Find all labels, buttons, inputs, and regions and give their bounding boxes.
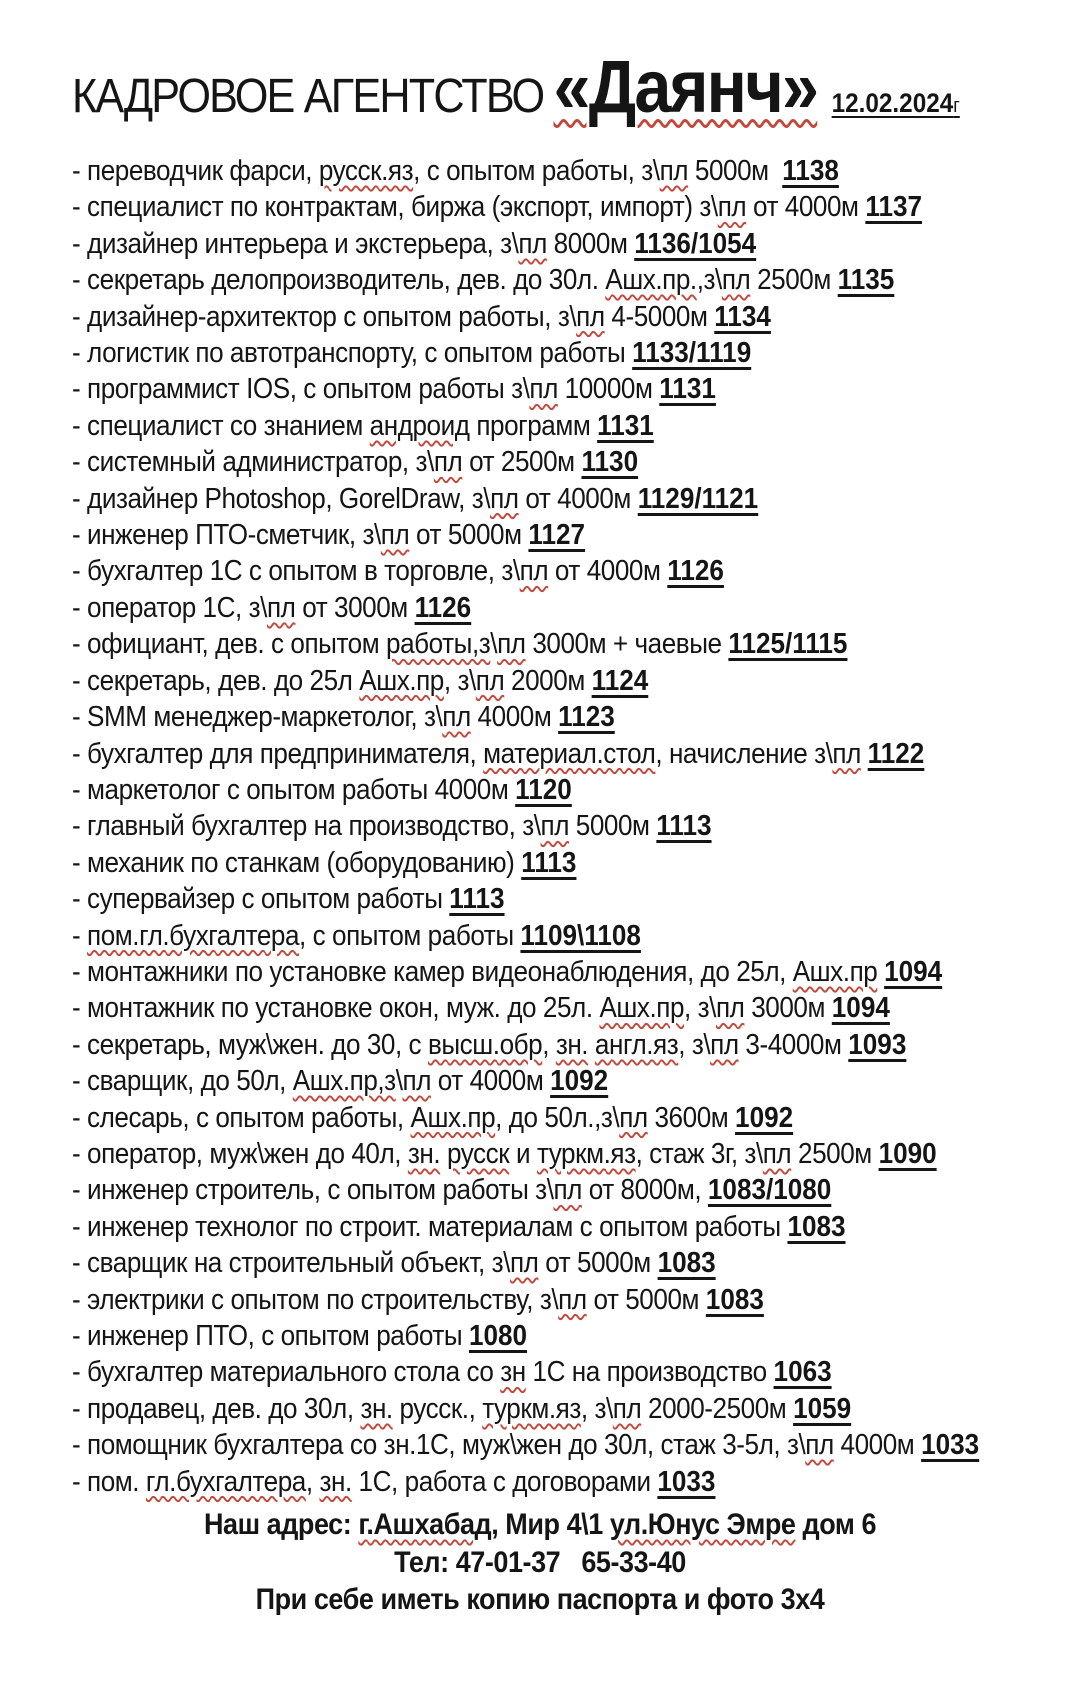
page-title xyxy=(0,0,1080,129)
job-text: - дизайнер интерьера и экстерьера, з\ xyxy=(72,227,519,260)
misspelled-text: пл xyxy=(576,300,605,333)
job-text: 2000-2500м xyxy=(641,1392,794,1425)
job-text: - инженер строитель, с опытом работы з\ xyxy=(72,1174,554,1207)
job-text: 3600м xyxy=(647,1101,736,1134)
job-line xyxy=(72,1172,1080,1208)
job-text: - xyxy=(72,919,88,952)
job-line xyxy=(72,444,1080,480)
job-text: \ xyxy=(490,628,498,661)
job-text: , до 50л.,з\ xyxy=(495,1101,620,1134)
job-text: , начисление з\ xyxy=(655,737,833,770)
date-value: 12.02.2024 xyxy=(831,88,954,118)
misspelled-text: Ашх.пр,з xyxy=(292,1065,396,1098)
misspelled-text: зн. xyxy=(555,1028,589,1061)
job-text: - инженер ПТО, с опытом работы xyxy=(72,1320,469,1352)
job-line xyxy=(72,1318,1080,1354)
job-code: 1083 xyxy=(787,1210,846,1243)
misspelled-text: работы,з xyxy=(386,628,491,661)
misspelled-text: высш.обр xyxy=(427,1028,543,1061)
job-line xyxy=(72,299,1080,335)
job-line xyxy=(72,918,1080,954)
date-suffix: г xyxy=(953,95,960,117)
address-text: дом 6 xyxy=(795,1508,877,1542)
misspelled-text: зн. xyxy=(360,1392,393,1425)
job-text: \ xyxy=(395,1065,403,1098)
job-text: - переводчик фарси, xyxy=(72,155,319,187)
misspelled-text: ул.Юнус Эмре xyxy=(609,1508,796,1542)
job-line xyxy=(72,371,1080,407)
misspelled-text: пл xyxy=(553,1174,582,1207)
job-code: 1122 xyxy=(867,737,925,770)
job-text: - сварщик, до 50л, xyxy=(72,1065,293,1098)
job-line xyxy=(72,1282,1080,1318)
misspelled-text: пл xyxy=(540,810,569,843)
job-text: - специалист по контрактам, биржа (экспорт, импорт) з\ xyxy=(72,191,718,224)
misspelled-text: пл xyxy=(518,227,547,260)
job-text: - программист IOS, с опытом работы з\ xyxy=(72,373,530,406)
misspelled-text: Ашх.пр xyxy=(792,955,878,988)
misspelled-text: пл xyxy=(433,446,463,479)
job-line xyxy=(72,226,1080,262)
job-code: 1126 xyxy=(414,591,472,624)
misspelled-text: пл xyxy=(519,555,549,588)
misspelled-text: пом.гл.бухгалтера xyxy=(87,919,300,952)
job-line xyxy=(72,1427,1080,1463)
misspelled-text: пл xyxy=(490,482,519,515)
misspelled-text: пл xyxy=(659,155,689,187)
job-text: 3000м xyxy=(744,992,832,1025)
job-line xyxy=(72,736,1080,772)
document-date xyxy=(832,88,960,118)
job-line xyxy=(72,408,1080,444)
misspelled-text: пл xyxy=(721,264,751,297)
job-code: 1131 xyxy=(659,373,716,406)
job-text: от 5000м xyxy=(586,1283,706,1316)
job-line xyxy=(72,481,1080,517)
job-code: 1092 xyxy=(550,1065,609,1098)
job-line xyxy=(72,1100,1080,1136)
job-code: 1109\1108 xyxy=(520,919,641,952)
job-text: от 4000м xyxy=(548,555,668,588)
job-text: 4000м xyxy=(470,701,559,734)
job-text: - секретарь, муж\жен. до 30, с xyxy=(72,1028,428,1061)
job-code: 1094 xyxy=(884,955,943,988)
job-text: 10000м xyxy=(557,373,660,406)
agency-title: КАДРОВОЕ АГЕНТСТВО xyxy=(72,70,554,123)
job-text: , xyxy=(542,1028,556,1061)
job-text: - монтажники по установке камер видеонаблюдения, до 25л, xyxy=(72,955,793,988)
misspelled-text: пл xyxy=(710,1028,739,1061)
footer xyxy=(0,1506,1080,1619)
job-line xyxy=(72,590,1080,626)
footer-phone: Тел: 47-01-37 65-33-40 xyxy=(394,1545,686,1579)
footer-address xyxy=(0,1506,1080,1544)
misspelled-text: пл xyxy=(266,591,296,624)
job-text: - механик по станкам (оборудованию) xyxy=(72,846,522,879)
misspelled-text: пл xyxy=(805,1429,834,1462)
job-code: 1083 xyxy=(657,1247,716,1280)
misspelled-text: пл xyxy=(715,992,745,1025)
job-line xyxy=(72,845,1080,881)
job-text: - оператор, муж\жен до 40л, xyxy=(72,1137,408,1170)
footer-note: При себе иметь копию паспорта и фото 3х4 xyxy=(255,1583,825,1617)
job-line xyxy=(72,808,1080,844)
job-text: - SMM менеджер-маркетолог, з\ xyxy=(72,701,443,734)
job-text: , з\ xyxy=(684,992,716,1025)
job-line xyxy=(72,1063,1080,1099)
job-text: 2500м xyxy=(750,264,838,297)
job-text: - инженер ПТО-сметчик, з\ xyxy=(72,519,381,552)
job-text: - дизайнер-архитектор с опытом работы, з\ xyxy=(72,300,577,333)
misspelled-text: англ.яз xyxy=(594,1028,679,1061)
misspelled-text: г.Ашхабад xyxy=(358,1508,492,1542)
misspelled-text: пл xyxy=(619,1101,648,1134)
job-text: - продавец, дев. до 30л, xyxy=(72,1392,361,1425)
job-text: - официант, дев. с опытом xyxy=(72,628,387,661)
job-line xyxy=(72,1464,1080,1500)
job-code: 1094 xyxy=(831,992,890,1025)
job-line xyxy=(72,1027,1080,1063)
job-text: - бухгалтер материального стола со xyxy=(72,1356,501,1389)
job-text: 3000м + чаевые xyxy=(525,628,729,661)
job-text: - сварщик на строительный объект, з\ xyxy=(72,1247,510,1280)
agency-name: «Даянч» xyxy=(553,45,818,128)
job-code: 1033 xyxy=(657,1465,716,1498)
job-code: 1033 xyxy=(921,1429,980,1462)
job-text: программ xyxy=(469,409,598,442)
job-text: от 8000м, xyxy=(581,1174,708,1207)
misspelled-text: пл xyxy=(717,191,747,224)
job-code: 1093 xyxy=(848,1028,907,1061)
job-text: 3-4000м xyxy=(738,1028,849,1061)
job-text: 4-5000м xyxy=(604,300,715,333)
job-text: - помощник бухгалтера со зн.1С, муж\жен до 30л, стаж 3-5л, з\ xyxy=(72,1429,806,1462)
job-line xyxy=(72,1209,1080,1245)
job-line xyxy=(72,1354,1080,1390)
address-text: Наш адрес: xyxy=(203,1508,359,1542)
job-code: 1113 xyxy=(449,883,505,916)
job-text: русск., xyxy=(392,1392,483,1425)
job-line xyxy=(72,1136,1080,1172)
job-line xyxy=(72,335,1080,371)
job-text: - маркетолог с опытом работы 4000м xyxy=(72,773,516,806)
job-text: 2000м xyxy=(504,664,592,697)
job-text: ,з\ xyxy=(696,264,722,297)
job-text: , с опытом работы, з\ xyxy=(413,155,660,187)
misspelled-text: зн. xyxy=(319,1465,352,1498)
job-text: от 5000м xyxy=(409,519,529,552)
job-text: , xyxy=(305,1465,320,1498)
job-text: - специалист со знанием xyxy=(72,409,370,442)
job-line xyxy=(72,517,1080,553)
misspelled-text: материал.стол xyxy=(483,737,656,770)
job-text: 1С на производство xyxy=(525,1356,774,1389)
misspelled-text: пл xyxy=(380,519,410,552)
job-code: 1113 xyxy=(521,846,577,879)
job-text: - логистик по автотранспорту, с опытом работы xyxy=(72,337,633,370)
job-code: 1090 xyxy=(878,1137,937,1170)
job-text: 1С, работа с договорами xyxy=(351,1465,658,1498)
job-text: от 5000м xyxy=(538,1247,658,1280)
misspelled-text: русск.яз xyxy=(318,155,414,187)
job-text: - секретарь, дев. до 25л xyxy=(72,664,360,697)
job-text: - дизайнер Photoshop, GorelDraw, з\ xyxy=(72,482,491,515)
job-text: 2500м xyxy=(791,1137,879,1170)
job-list xyxy=(0,153,1080,1500)
misspelled-text: туркм.яз xyxy=(482,1392,581,1425)
job-line xyxy=(72,1391,1080,1427)
misspelled-text: пл xyxy=(612,1392,642,1425)
job-text: 8000м xyxy=(546,227,635,260)
job-line xyxy=(72,262,1080,298)
job-text: - супервайзер с опытом работы xyxy=(72,883,450,916)
job-line xyxy=(72,663,1080,699)
job-line xyxy=(72,153,1080,189)
misspelled-text: пл xyxy=(497,628,526,661)
misspelled-text: Ашх.пр. xyxy=(605,264,697,297)
job-code: 1124 xyxy=(591,664,649,697)
job-line xyxy=(72,626,1080,662)
job-text: - монтажник по установке окон, муж. до 25л. xyxy=(72,992,600,1025)
job-text: , з\ xyxy=(678,1028,711,1061)
job-text: , з\ xyxy=(580,1392,613,1425)
job-text: - электрики с опытом по строительству, з\ xyxy=(72,1283,559,1316)
misspelled-text: гл.бухгалтера xyxy=(145,1465,306,1498)
job-text: - секретарь делопроизводитель, дев. до 30л. xyxy=(72,264,606,297)
job-text: от 4000м xyxy=(746,191,866,224)
job-text: , стаж 3г, з\ xyxy=(635,1137,763,1170)
job-text: - системный администратор, з\ xyxy=(72,446,434,479)
job-text: , з\ xyxy=(443,664,476,697)
misspelled-text: андроид xyxy=(369,409,470,442)
job-code: 1083/1080 xyxy=(707,1174,832,1207)
misspelled-text: пл xyxy=(402,1065,431,1098)
misspelled-text: пл xyxy=(475,664,505,697)
job-code: 1137 xyxy=(865,191,922,224)
job-text: - слесарь, с опытом работы, xyxy=(72,1101,411,1134)
job-line xyxy=(72,553,1080,589)
job-code: 1120 xyxy=(515,773,572,806)
job-code: 1136/1054 xyxy=(634,227,757,260)
job-text: - оператор 1С, з\ xyxy=(72,591,267,624)
job-code: 1113 xyxy=(656,810,712,843)
job-code: 1134 xyxy=(714,300,771,333)
job-code: 1130 xyxy=(581,446,639,479)
job-line xyxy=(72,990,1080,1026)
job-code: 1133/1119 xyxy=(632,337,752,370)
job-text xyxy=(588,1029,595,1061)
job-text: и xyxy=(509,1137,537,1170)
job-line xyxy=(72,699,1080,735)
misspelled-text: пл xyxy=(558,1283,587,1316)
job-code: 1063 xyxy=(773,1356,832,1389)
misspelled-text: зн. xyxy=(407,1137,441,1170)
job-line xyxy=(72,189,1080,225)
job-text: от 4000м xyxy=(518,482,638,515)
job-text: 4000м xyxy=(833,1429,922,1462)
job-line xyxy=(72,772,1080,808)
job-code: 1131 xyxy=(597,409,654,442)
job-line xyxy=(72,1245,1080,1281)
job-code: 1092 xyxy=(735,1101,794,1134)
misspelled-text: пл xyxy=(442,701,471,734)
job-text: от 4000м xyxy=(430,1065,551,1098)
job-code: 1059 xyxy=(793,1392,852,1425)
job-line xyxy=(72,954,1080,990)
job-line xyxy=(72,881,1080,917)
job-code: 1135 xyxy=(837,264,895,297)
misspelled-text: пл xyxy=(509,1247,539,1280)
job-text: от 2500м xyxy=(462,446,582,479)
job-text: - бухгалтер 1С с опытом в торговле, з\ xyxy=(72,555,520,588)
job-text: от 3000м xyxy=(295,591,415,624)
misspelled-text: пл xyxy=(832,737,861,770)
job-text xyxy=(440,1138,447,1170)
misspelled-text: русск xyxy=(446,1137,510,1170)
job-text: - бухгалтер для предпринимателя, xyxy=(72,737,484,770)
misspelled-text: Ашх.пр xyxy=(599,992,685,1025)
job-code: 1138 xyxy=(782,155,839,187)
job-code: 1083 xyxy=(705,1283,764,1316)
job-text: - главный бухгалтер на производство, з\ xyxy=(72,810,541,843)
job-text: - пом. xyxy=(72,1465,146,1498)
misspelled-text: туркм.яз xyxy=(536,1137,636,1170)
job-text: - инженер технолог по строит. материалам с опытом работы xyxy=(72,1210,788,1243)
job-code: 1080 xyxy=(468,1320,528,1352)
job-code: 1125/1115 xyxy=(728,628,848,661)
misspelled-text: зн xyxy=(500,1356,526,1389)
misspelled-text: Ашх.пр xyxy=(359,664,444,697)
misspelled-text: Ашх.пр xyxy=(410,1101,496,1134)
job-text: 5000м xyxy=(688,155,783,187)
job-code: 1127 xyxy=(528,519,586,552)
misspelled-text: пл xyxy=(529,373,558,406)
job-code: 1129/1121 xyxy=(637,482,759,515)
job-code: 1126 xyxy=(667,555,724,588)
job-text: , с опытом работы xyxy=(299,919,521,952)
misspelled-text: пл xyxy=(762,1137,792,1170)
job-text: 5000м xyxy=(568,810,657,843)
address-text: , Мир 4\1 xyxy=(491,1508,610,1542)
job-code: 1123 xyxy=(558,701,615,734)
